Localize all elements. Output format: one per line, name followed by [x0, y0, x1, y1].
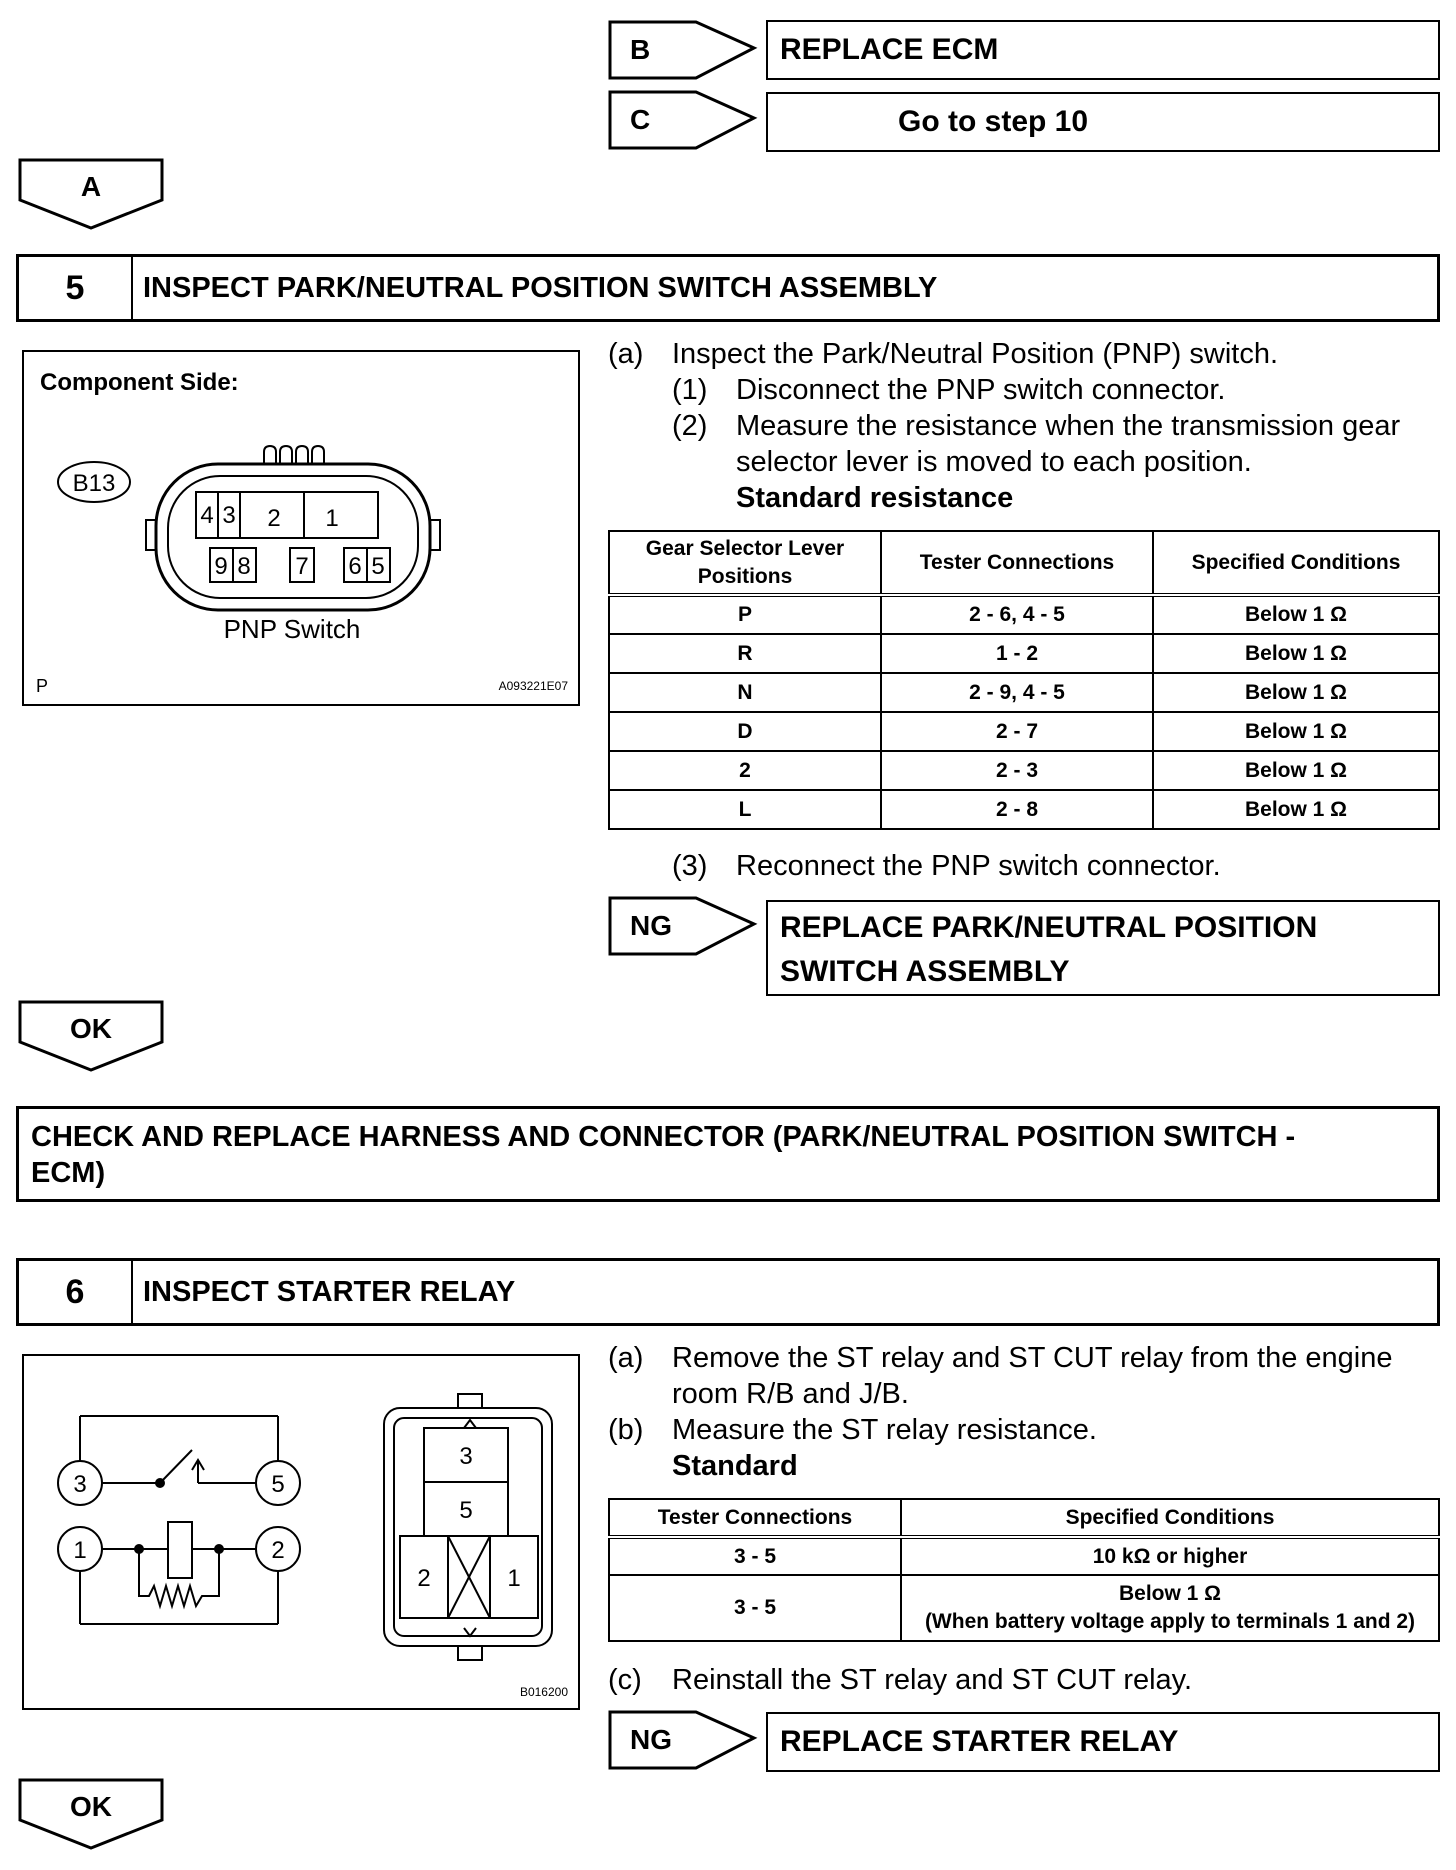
step5-header [16, 254, 1440, 322]
header-conditions: Specified Conditions [901, 1499, 1439, 1537]
step5-title: INSPECT PARK/NEUTRAL POSITION SWITCH ASSEMBLY [143, 271, 938, 304]
cell-position: P [609, 595, 881, 634]
ng-arrow-step5 [608, 896, 758, 956]
cell-condition: Below 1 Ω [1153, 634, 1439, 673]
step6-a-marker: (a) [608, 1342, 644, 1374]
pin-4: 4 [200, 502, 214, 529]
pin-9: 9 [214, 553, 228, 580]
table-row [609, 634, 1439, 673]
step6-title: INSPECT STARTER RELAY [143, 1275, 516, 1308]
result-arrow-b [608, 20, 758, 80]
cell-position: 2 [609, 751, 881, 790]
pin-1: 1 [325, 505, 339, 532]
cell-condition: Below 1 Ω [1153, 751, 1439, 790]
replace-pnp-box [766, 900, 1440, 996]
pin-8: 8 [237, 553, 251, 580]
ng-label-step6: NG [630, 1724, 672, 1755]
pnp-switch-label: PNP Switch [223, 614, 361, 644]
terminal-1: 1 [73, 1537, 87, 1564]
connector-id: B13 [72, 470, 116, 497]
step5-sub1-marker: (1) [672, 374, 708, 406]
result-c-label: C [630, 104, 651, 135]
cell-condition: Below 1 Ω [1153, 673, 1439, 712]
pnp-connector-figure [22, 350, 580, 706]
cell-connection: 1 - 2 [881, 634, 1153, 673]
cell-connection: 2 - 3 [881, 751, 1153, 790]
check-harness-line2: ECM) [31, 1157, 106, 1189]
check-harness-box [16, 1106, 1440, 1202]
result-arrow-c [608, 90, 758, 150]
step5-sub2-line2: selector lever is moved to each position. [736, 446, 1252, 478]
replace-starter-relay-text: REPLACE STARTER RELAY [780, 1725, 1179, 1758]
down-arrow-a [18, 158, 164, 230]
step5-sub3-marker: (3) [672, 850, 708, 882]
replace-ecm-text: REPLACE ECM [780, 33, 999, 66]
step5-sub2-line1: Measure the resistance when the transmission gear [736, 410, 1401, 442]
arrow-a-label: A [80, 171, 102, 202]
relay-pin-2: 2 [417, 1565, 431, 1592]
check-harness-line1: CHECK AND REPLACE HARNESS AND CONNECTOR (PARK/NEUTRAL POSITION SWITCH - [31, 1121, 1296, 1153]
step6-c-marker: (c) [608, 1664, 642, 1696]
replace-ecm-box [766, 20, 1440, 80]
cell-connection: 2 - 7 [881, 712, 1153, 751]
starter-relay-drawing [24, 1356, 578, 1708]
table-header-row [609, 1499, 1439, 1537]
cell-connection: 2 - 8 [881, 790, 1153, 829]
cell-position: R [609, 634, 881, 673]
replace-starter-relay-box [766, 1712, 1440, 1772]
step5-sub3-text: Reconnect the PNP switch connector. [736, 850, 1221, 882]
pin-2: 2 [267, 505, 281, 532]
header-positions: Gear Selector Lever Positions [609, 531, 881, 595]
cell-position: N [609, 673, 881, 712]
replace-pnp-line1: REPLACE PARK/NEUTRAL POSITION [780, 911, 1318, 944]
header-tester: Tester Connections [609, 1499, 901, 1537]
pin-5: 5 [371, 553, 385, 580]
cell-connection: 3 - 5 [609, 1575, 901, 1641]
cell-condition: Below 1 Ω [1153, 712, 1439, 751]
ok-label-step6: OK [70, 1791, 112, 1822]
pnp-connector-drawing [24, 352, 578, 704]
pin-7: 7 [295, 553, 309, 580]
figure-code-a093221: A093221E07 [498, 679, 568, 693]
header-conditions: Specified Conditions [1153, 531, 1439, 595]
starter-relay-figure [22, 1354, 580, 1710]
cell-condition-note: (When battery voltage apply to terminals 1 and 2) [924, 1610, 1416, 1633]
step6-b-text: Measure the ST relay resistance. [672, 1414, 1097, 1446]
step6-number: 6 [19, 1261, 133, 1323]
ok-arrow-step5 [18, 1000, 164, 1072]
terminal-2: 2 [271, 1537, 285, 1564]
step6-header [16, 1258, 1440, 1326]
ng-label-step5: NG [630, 910, 672, 941]
cell-connection: 2 - 6, 4 - 5 [881, 595, 1153, 634]
ok-arrow-step6 [18, 1778, 164, 1850]
table-row [609, 595, 1439, 634]
component-side-caption: Component Side: [40, 369, 239, 396]
cell-position: D [609, 712, 881, 751]
pin-3: 3 [222, 502, 236, 529]
relay-pin-3: 3 [459, 1443, 473, 1470]
step5-a-marker: (a) [608, 338, 644, 370]
table-row [609, 673, 1439, 712]
cell-connection: 3 - 5 [609, 1537, 901, 1575]
cell-condition: 10 kΩ or higher [901, 1537, 1439, 1575]
pnp-resistance-table [608, 530, 1440, 830]
table-row [609, 751, 1439, 790]
replace-pnp-line2: SWITCH ASSEMBLY [780, 955, 1070, 988]
step6-standard-label: Standard [672, 1450, 798, 1482]
figure-code-b016200: B016200 [519, 1685, 568, 1699]
ok-label-step5: OK [70, 1013, 112, 1044]
cell-condition: Below 1 Ω [1118, 1582, 1222, 1605]
cell-condition: Below 1 Ω [1153, 595, 1439, 634]
terminal-5: 5 [271, 1471, 285, 1498]
pin-6: 6 [348, 553, 362, 580]
step5-sub1-text: Disconnect the PNP switch connector. [736, 374, 1226, 406]
cell-connection: 2 - 9, 4 - 5 [881, 673, 1153, 712]
cell-condition: Below 1 Ω [1153, 790, 1439, 829]
st-relay-table [608, 1498, 1440, 1642]
step6-b-marker: (b) [608, 1414, 644, 1446]
table-row [609, 790, 1439, 829]
step5-number: 5 [19, 257, 133, 319]
relay-pin-5: 5 [459, 1497, 473, 1524]
step5-sub2-marker: (2) [672, 410, 708, 442]
table-row [609, 712, 1439, 751]
relay-pin-1: 1 [507, 1565, 521, 1592]
result-b-label: B [630, 34, 651, 65]
step5-standard-label: Standard resistance [736, 482, 1014, 514]
goto-step-text: Go to step 10 [898, 105, 1089, 138]
step6-a-line1: Remove the ST relay and ST CUT relay from the engine [672, 1342, 1393, 1374]
figure-corner-p: P [36, 676, 49, 696]
step6-c-text: Reinstall the ST relay and ST CUT relay. [672, 1664, 1193, 1696]
table-header-row [609, 531, 1439, 595]
step6-a-line2: room R/B and J/B. [672, 1378, 909, 1410]
ng-arrow-step6 [608, 1710, 758, 1770]
cell-position: L [609, 790, 881, 829]
header-tester: Tester Connections [881, 531, 1153, 595]
step5-a-text: Inspect the Park/Neutral Position (PNP) switch. [672, 338, 1279, 370]
goto-step-box [766, 92, 1440, 152]
table-row [609, 1575, 1439, 1641]
terminal-3: 3 [73, 1471, 87, 1498]
table-row [609, 1537, 1439, 1575]
